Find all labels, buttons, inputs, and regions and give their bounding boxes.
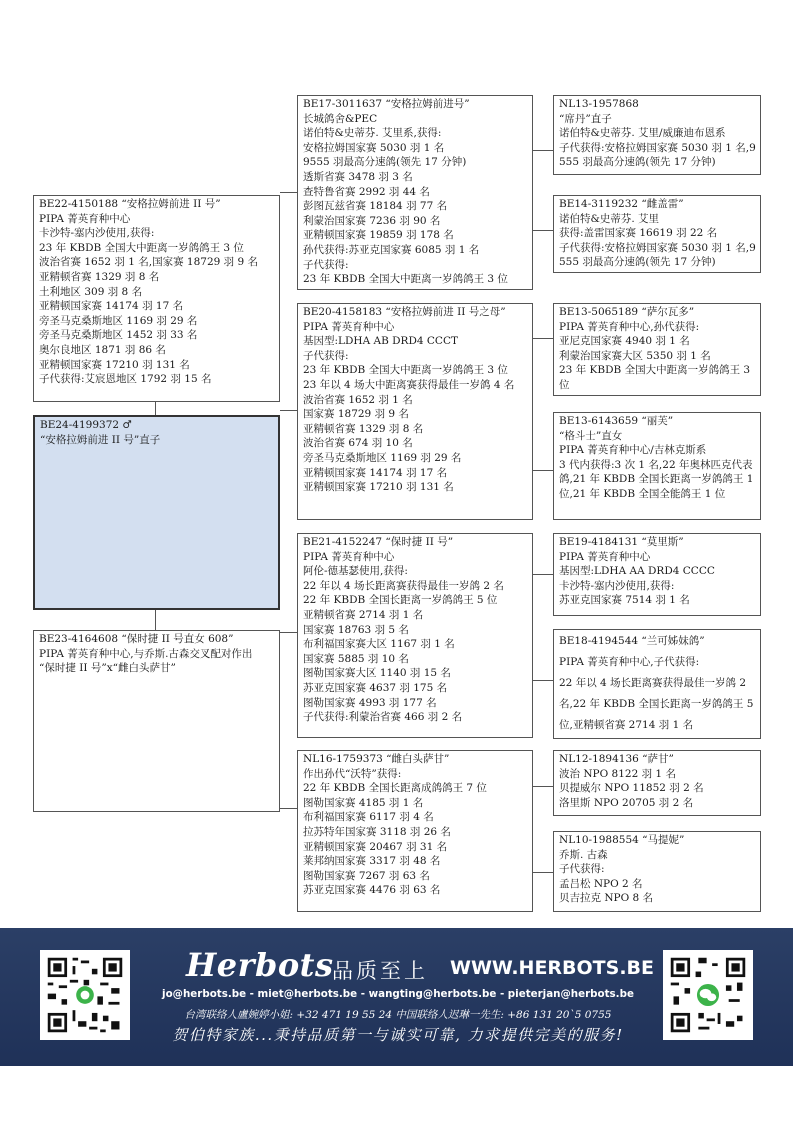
qr-pattern-left bbox=[45, 955, 125, 1035]
ss-dam-line: 诺伯特&史蒂芬. 艾里 bbox=[559, 212, 660, 225]
ss-dam-line: 子代获得:安格拉姆国家赛 5030 羽 1 名,9555 羽最高分速鸽(领先 17 分钟) bbox=[559, 241, 756, 269]
connector-subject-dam bbox=[155, 610, 156, 630]
ss-sire-line: 子代获得:安格拉姆国家赛 5030 羽 1 名,9555 羽最高分速鸽(领先 17 分钟) bbox=[559, 141, 756, 169]
sire-sire-card bbox=[297, 95, 533, 290]
connector-sd-sdd bbox=[533, 470, 553, 471]
dam-sire-line: 布利福国家赛大区 1167 羽 1 名 bbox=[303, 638, 455, 651]
sire-line: 亚精顿国家赛 17210 羽 131 名 bbox=[39, 358, 190, 371]
ds-sire-line: 卡沙特-塞内沙使用,获得: bbox=[559, 579, 675, 592]
subject-name: “安格拉姆前进 II 号”直子 bbox=[40, 433, 161, 446]
sire-dam-line: BE20-4158183 “安格拉姆前进 II 号之母” bbox=[303, 306, 506, 318]
dam-sire-line: 国家赛 5885 羽 10 名 bbox=[303, 652, 409, 665]
subject-ring-number: BE24-4199372 ♂ bbox=[40, 419, 132, 431]
sire-dam-line: 亚精顿国家赛 17210 羽 131 名 bbox=[303, 481, 454, 494]
dam-dam-line: 图勒国家赛 7267 羽 63 名 bbox=[303, 869, 430, 882]
sd-dam-card bbox=[553, 412, 761, 520]
dam-sire-line: 图勒国家赛大区 1140 羽 15 名 bbox=[303, 667, 451, 680]
sire-dam-line: PIPA 菁英育种中心 bbox=[303, 320, 395, 333]
connector-dd-dds bbox=[533, 786, 553, 787]
ds-dam-line: BE18-4194544 “兰可姊妹鸽” bbox=[559, 635, 705, 647]
sire-dam-line: 基因型:LDHA AB DRD4 CCCT bbox=[303, 335, 459, 348]
sire-sire-line: 子代获得: bbox=[303, 258, 349, 271]
sd-dam-line: “格斗士”直女 bbox=[559, 429, 623, 442]
connector-sire-sd bbox=[280, 410, 297, 411]
sd-dam-line: BE13-6143659 “丽芙” bbox=[559, 415, 674, 427]
dam-dam-line: 莱邦纳国家赛 3317 羽 48 名 bbox=[303, 855, 441, 868]
sire-dam-line: 旁圣马克桑斯地区 1169 羽 29 名 bbox=[303, 451, 462, 464]
ds-sire-line: 苏亚克国家赛 7514 羽 1 名 bbox=[559, 594, 690, 607]
connector-dam-ds bbox=[280, 632, 297, 633]
ss-dam-line: 获得:盖雷国家赛 16619 羽 22 名 bbox=[559, 227, 718, 240]
ds-dam-line: 22 年以 4 场长距离赛获得最佳一岁鸽 2 名,22 年 KBDB 全国长距离一岁鸽鸽王 5 位,亚精顿省赛 2714 羽 1 名 bbox=[559, 677, 754, 731]
dam-dam-line: 布利福国家赛 6117 羽 4 名 bbox=[303, 811, 434, 824]
dam-dam-line: 拉苏特年国家赛 3118 羽 26 名 bbox=[303, 825, 451, 838]
sire-dam-line: 亚精顿国家赛 14174 羽 17 名 bbox=[303, 466, 448, 479]
ds-sire-line: BE19-4184131 “莫里斯” bbox=[559, 536, 684, 548]
connector-ds-dss bbox=[533, 574, 553, 575]
sire-sire-line: 诺伯特&史蒂芬. 艾里系,获得: bbox=[303, 127, 442, 140]
sire-line: 土利地区 309 羽 8 名 bbox=[39, 285, 143, 298]
sire-sire-line: 9555 羽最高分速鸽(领先 17 分钟) bbox=[303, 156, 467, 169]
sd-sire-line: 23 年 KBDB 全国大中距离一岁鸽鸽王 3 位 bbox=[559, 364, 751, 391]
sire-line: BE22-4150188 “安格拉姆前进 II 号” bbox=[39, 198, 221, 210]
sire-sire-line: 23 年 KBDB 全国大中距离一岁鸽鸽王 3 位 bbox=[303, 273, 508, 286]
ds-sire-line: 基因型:LDHA AA DRD4 CCCC bbox=[559, 565, 715, 578]
ds-sire-line: PIPA 菁英育种中心 bbox=[559, 550, 651, 563]
sd-sire-line: 利蒙治国家赛大区 5350 羽 1 名 bbox=[559, 349, 711, 362]
sd-sire-line: 亚尼克国家赛 4940 羽 1 名 bbox=[559, 335, 690, 348]
dd-dam-line: 子代获得: bbox=[559, 863, 605, 876]
ss-sire-line: “席丹”直子 bbox=[559, 112, 612, 125]
sire-line: 旁圣马克桑斯地区 1452 羽 33 名 bbox=[39, 329, 198, 342]
dam-dam-line: NL16-1759373 “雌白头萨甘” bbox=[303, 753, 450, 765]
sire-line: 亚精顿省赛 1329 羽 8 名 bbox=[39, 270, 160, 283]
sire-sire-line: 彭图瓦兹省赛 18184 羽 77 名 bbox=[303, 200, 448, 213]
dd-dam-line: 贝吉拉克 NPO 8 名 bbox=[559, 892, 654, 905]
ds-sire-card bbox=[553, 533, 761, 616]
brand-row bbox=[150, 946, 655, 986]
dd-sire-line: 贝提威尔 NPO 11852 羽 2 名 bbox=[559, 782, 704, 795]
ds-dam-card bbox=[553, 629, 761, 739]
sire-card bbox=[33, 195, 280, 402]
ss-dam-line: BE14-3119232 “雌盖雷” bbox=[559, 198, 684, 210]
dam-line: “保时捷 II 号”x“雌白头萨甘” bbox=[39, 662, 176, 675]
sire-sire-line: 长城鸽舍&PEC bbox=[303, 112, 378, 125]
connector-dd-ddd bbox=[533, 872, 553, 873]
dam-sire-card bbox=[297, 533, 533, 738]
ss-sire-card bbox=[553, 95, 761, 175]
sire-line: 奥尔良地区 1871 羽 86 名 bbox=[39, 343, 166, 356]
qr-code-right[interactable] bbox=[663, 950, 753, 1040]
sd-sire-card bbox=[553, 303, 761, 396]
dam-dam-line: 作出孙代“沃特”获得: bbox=[303, 767, 402, 780]
dd-sire-line: NL12-1894136 “萨甘” bbox=[559, 753, 674, 765]
sire-sire-line: 孙代获得:苏亚克国家赛 6085 羽 1 名 bbox=[303, 243, 480, 256]
sire-sire-line: 利蒙治国家赛 7236 羽 90 名 bbox=[303, 214, 441, 227]
ss-sire-line: 诺伯特&史蒂芬. 艾里/威廉迪布恩系 bbox=[559, 127, 726, 140]
dam-sire-line: 亚精顿省赛 2714 羽 1 名 bbox=[303, 608, 424, 621]
sire-sire-line: BE17-3011637 “安格拉姆前进号” bbox=[303, 98, 470, 110]
dam-sire-line: 阿伦-德基瑟使用,获得: bbox=[303, 565, 408, 578]
sire-sire-line: 亚精顿国家赛 19859 羽 178 名 bbox=[303, 229, 454, 242]
dam-dam-line: 图勒国家赛 4185 羽 1 名 bbox=[303, 796, 424, 809]
dd-dam-line: NL10-1988554 “马提妮” bbox=[559, 834, 685, 846]
sire-line: 旁圣马克桑斯地区 1169 羽 29 名 bbox=[39, 314, 198, 327]
dam-line: PIPA 菁英育种中心,与乔斯.古森交叉配对作出 bbox=[39, 647, 253, 660]
sire-sire-line: 查特鲁省赛 2992 羽 44 名 bbox=[303, 185, 430, 198]
sire-dam-line: 波治省赛 1652 羽 1 名 bbox=[303, 393, 413, 406]
sire-line: 23 年 KBDB 全国大中距离一岁鸽鸽王 3 位 bbox=[39, 241, 244, 254]
sire-dam-line: 23 年以 4 场大中距离赛获得最佳一岁鸽 4 名 bbox=[303, 378, 515, 391]
email-list[interactable]: jo@herbots.be - miet@herbots.be - wangting@herbots.be - pieterjan@herbots.be bbox=[162, 988, 634, 1000]
sire-dam-card bbox=[297, 303, 533, 520]
sire-line: 波治省赛 1652 羽 1 名,国家赛 18729 羽 9 名 bbox=[39, 256, 259, 269]
dd-sire-card bbox=[553, 750, 761, 816]
dam-dam-line: 苏亚克国家赛 4476 羽 63 名 bbox=[303, 884, 441, 897]
dd-dam-line: 孟吕松 NPO 2 名 bbox=[559, 877, 643, 890]
dd-sire-line: 洛里斯 NPO 20705 羽 2 名 bbox=[559, 796, 694, 809]
herbots-logo: Herbots bbox=[186, 946, 334, 984]
subject-card bbox=[33, 415, 280, 610]
sire-sire-line: 安格拉姆国家赛 5030 羽 1 名 bbox=[303, 141, 445, 154]
sire-line: 卡沙特-塞内沙使用,获得: bbox=[39, 227, 155, 240]
sd-sire-line: BE13-5065189 “萨尔瓦多” bbox=[559, 306, 695, 318]
connector-ss-sss bbox=[533, 150, 553, 151]
dam-dam-card bbox=[297, 750, 533, 912]
qr-pattern-right bbox=[668, 955, 748, 1035]
ss-sire-line: NL13-1957868 bbox=[559, 98, 639, 110]
dam-dam-line: 22 年 KBDB 全国长距离成鸽鸽王 7 位 bbox=[303, 782, 487, 795]
connector-sire-ss bbox=[280, 192, 297, 193]
sire-sire-line: 透斯省赛 3478 羽 3 名 bbox=[303, 170, 413, 183]
footer-banner bbox=[0, 928, 793, 1066]
sire-dam-line: 亚精顿省赛 1329 羽 8 名 bbox=[303, 422, 424, 435]
company-motto: 贺伯特家族...秉持品质第一与诚实可靠, 力求提供完美的服务! bbox=[172, 1026, 624, 1044]
qr-code-left[interactable] bbox=[40, 950, 130, 1040]
dd-dam-card bbox=[553, 831, 761, 912]
sire-dam-line: 国家赛 18729 羽 9 名 bbox=[303, 408, 409, 421]
sire-dam-line: 子代获得: bbox=[303, 349, 349, 362]
connector-ds-dsd bbox=[533, 680, 553, 681]
sire-line: 亚精顿国家赛 14174 羽 17 名 bbox=[39, 300, 184, 313]
dam-line: BE23-4164608 “保时捷 II 号直女 608” bbox=[39, 633, 234, 645]
sire-line: 子代获得:艾宸恩地区 1792 羽 15 名 bbox=[39, 373, 212, 386]
dd-sire-line: 波治 NPO 8122 羽 1 名 bbox=[559, 767, 676, 780]
dd-dam-line: 乔斯. 古森 bbox=[559, 848, 608, 861]
dam-sire-line: 国家赛 18763 羽 5 名 bbox=[303, 623, 409, 636]
dam-sire-line: 22 年以 4 场长距离赛获得最佳一岁鸽 2 名 bbox=[303, 579, 504, 592]
website-link[interactable]: WWW.HERBOTS.BE bbox=[450, 957, 655, 979]
dam-card bbox=[33, 630, 280, 812]
sd-dam-line: PIPA 菁英育种中心/吉林克斯系 bbox=[559, 444, 707, 457]
ss-dam-card bbox=[553, 195, 761, 273]
connector-sd-sds bbox=[533, 338, 553, 339]
connector-ss-ssd bbox=[533, 230, 553, 231]
sd-sire-line: PIPA 菁英育种中心,孙代获得: bbox=[559, 320, 700, 333]
dam-dam-line: 亚精顿国家赛 20467 羽 31 名 bbox=[303, 840, 448, 853]
ds-dam-line: PIPA 菁英育种中心,子代获得: bbox=[559, 656, 700, 668]
sire-line: PIPA 菁英育种中心 bbox=[39, 212, 131, 225]
dam-sire-line: PIPA 菁英育种中心 bbox=[303, 550, 395, 563]
contact-phones: 台湾联络人盧婉婷小姐: +32 471 19 55 24 中国联络人迟琳一先生: +86 131 20`5 0755 bbox=[184, 1009, 612, 1021]
dam-sire-line: 子代获得:利蒙治省赛 466 羽 2 名 bbox=[303, 711, 463, 724]
sire-dam-line: 23 年 KBDB 全国大中距离一岁鸽鸽王 3 位 bbox=[303, 364, 508, 377]
brand-slogan: 品质至上 bbox=[332, 959, 428, 983]
dam-sire-line: BE21-4152247 “保时捷 II 号” bbox=[303, 536, 454, 548]
sire-dam-line: 波治省赛 674 羽 10 名 bbox=[303, 437, 413, 450]
connector-dam-dd bbox=[280, 808, 297, 809]
dam-sire-line: 苏亚克国家赛 4637 羽 175 名 bbox=[303, 681, 448, 694]
connector-sire-subject bbox=[155, 402, 156, 415]
dam-sire-line: 22 年 KBDB 全国长距离一岁鸽鸽王 5 位 bbox=[303, 594, 498, 607]
dam-sire-line: 图勒国家赛 4993 羽 177 名 bbox=[303, 696, 437, 709]
sd-dam-line: 3 代内获得:3 次 1 名,22 年奥林匹克代表鸽,21 年 KBDB 全国长距离一岁鸽鸽王 1 位,21 年 KBDB 全国全能鸽王 1 位 bbox=[559, 458, 754, 500]
